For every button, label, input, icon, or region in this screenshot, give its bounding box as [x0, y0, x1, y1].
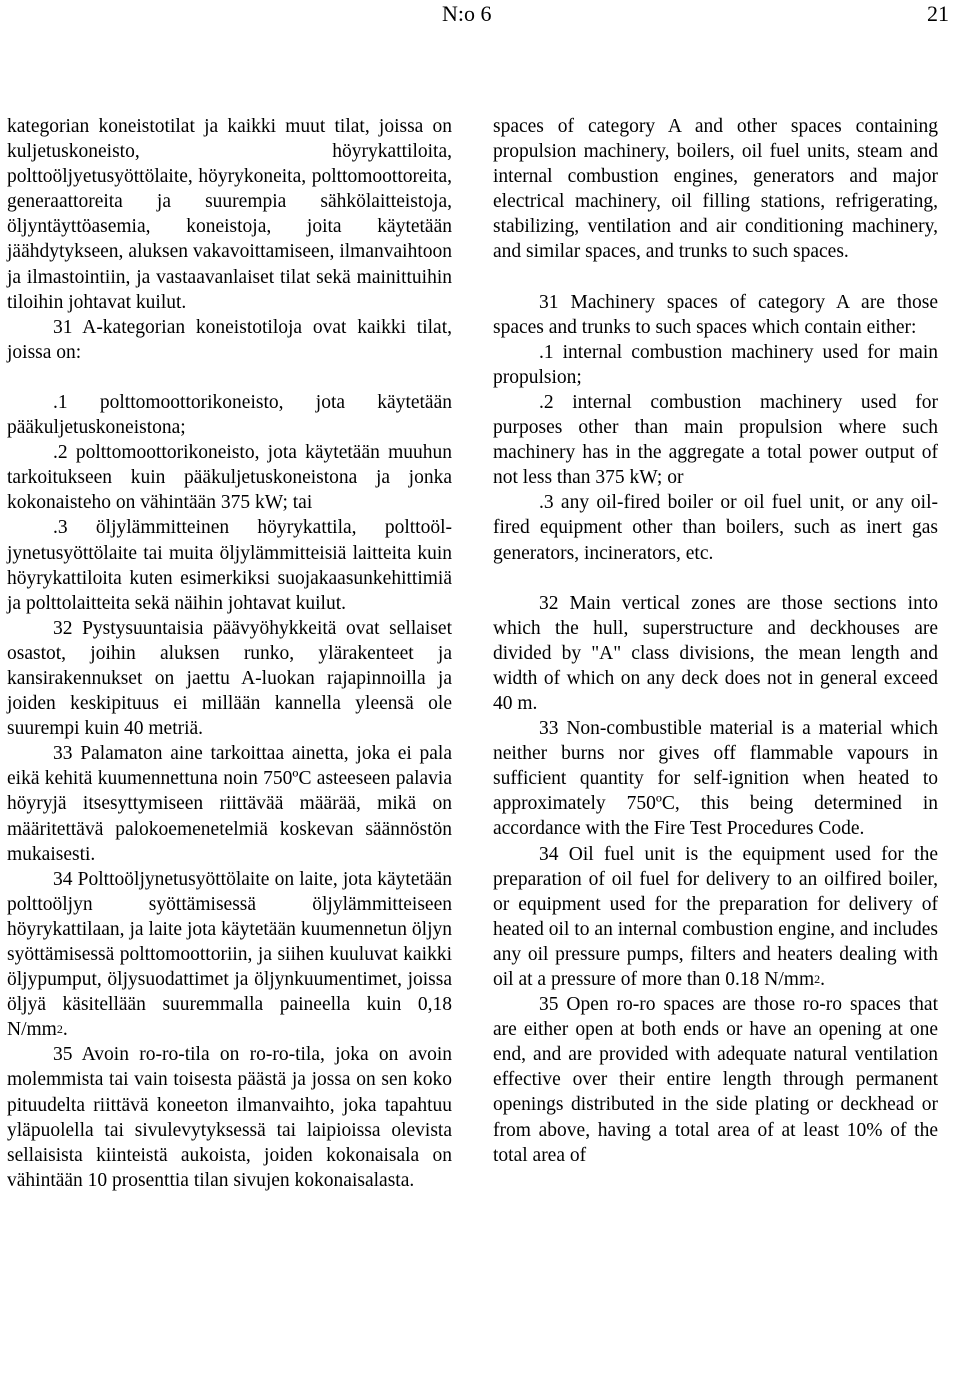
publication-number: N:o 6 — [442, 1, 492, 26]
finnish-item-31-1: .1 polttomoottorikoneisto, jota käytetään pääkuljetuskoneistona; — [7, 391, 452, 439]
finnish-unit-exponent: 2 — [56, 1022, 63, 1037]
finnish-paragraph-35: 35 Avoin ro-ro-tila on ro-ro-tila, joka on avoin molemmista tai vain toisesta päästä ja jossa on sen koko pituudelta riittävä koneeton ilmanvaihto, joka tapahtuu yläpuolella tai sivulevytyksessä tai laipioissa olevista sellaisista kiinteistä aukoista, joiden kokonaisala on vähintään 10 prosenttia tilan sivujen kokonaisalasta. — [7, 1044, 452, 1191]
english-intro-paragraph: spaces of category A and other spaces containing propulsion machinery, boilers, oil fuel units, steam and internal combustion engines, generators and major electrical machinery, oil filling stations, refrigerating, stabilizing, ventilation and air conditioning machinery, and similar spaces, and trunks to such spaces. — [493, 116, 938, 263]
page-number: 21 — [927, 1, 949, 26]
finnish-paragraph-34-text: 34 Polttoöljynetusyöttölaite on laite, jota käytetään polttoöljyn syöttämisessä öljylämmitteiseen höyrykattilaan, ja laite jota käytetään kuumennetun öljyn syöttämisessä polttomoottoriin, ja siihen kuuluvat kaikki öljypumput, öljysuodattimet ja öljynkuumentimet, joissa öljyä käsitellään suuremmalla paineella kuin 0,18 N/mm — [7, 868, 452, 1041]
english-item-31-3: .3 any oil-fired boiler or oil fuel unit, or any oil-fired equipment other than boilers, such as inert gas generators, incinerators, etc. — [493, 492, 938, 564]
finnish-paragraph-32: 32 Pystysuuntaisia päävyöhykkeitä ovat sellaiset osastot, joihin aluksen runko, ylärakenteet ja kansirakennukset on jaettu A-luokan rajapinnoilla ja joiden keskipituus ei millään kannella yleensä ole suurempi kuin 40 metriä. — [7, 617, 452, 740]
page-header — [0, 0, 960, 40]
english-item-31-1: .1 internal combustion machinery used for main propulsion; — [493, 341, 938, 388]
english-unit-exponent: 2 — [814, 972, 821, 986]
finnish-paragraph-34 — [7, 867, 452, 1043]
english-item-31-2: .2 internal combustion machinery used for purposes other than main propulsion where such machinery has in the aggregate a total power output of not less than 375 kW; or — [493, 391, 938, 489]
english-paragraph-34-text: 34 Oil fuel unit is the equipment used for the preparation of oil fuel for delivery to an oilfired boiler, or equipment used for the preparation for delivery of heated oil to an internal combustion engine, and includes any oil pressure pumps, filters and heaters dealing with oil at a pressure of more than 0.18 N/mm — [493, 843, 938, 990]
english-paragraph-31: 31 Machinery spaces of category A are those spaces and trunks to such spaces which contain either: — [493, 291, 938, 338]
finnish-intro-paragraph: kategorian koneistotilat ja kaikki muut tilat, joissa on kuljetuskoneisto, höyrykattiloita, polttoöljyetusyöttölaite, höyrykoneita, polttomoottoreita, generaattoreita ja suurempia sähkölaitteistoja, öljyntäyttöasemia, koneistoja, joita käytetään jäähdytykseen, aluksen vakavoittamiseen, ilmanvaihtoon ja ilmastointiin, ja vastaavanlaiset tilat sekä mainittuihin tiloihin johtavat kuilut. — [7, 116, 452, 313]
english-paragraph-32: 32 Main vertical zones are those sections into which the hull, superstructure and deckhouses are divided by "A" class divisions, the mean length and width of which on any deck does not in general exceed 40 m. — [493, 592, 938, 714]
finnish-paragraph-34-end: . — [62, 1019, 68, 1041]
english-paragraph-33: 33 Non-combustible material is a material which neither burns nor gives off flammable vapours in sufficient quantity for self-ignition when heated to approximately 750ºC, this being determined in accordance with the Fire Test Procedures Code. — [493, 718, 938, 840]
finnish-paragraph-33: 33 Palamaton aine tarkoittaa ainetta, joka ei pala eikä kehitä kuumennettuna noin 750ºC asteeseen palavia höyryjä itsesyttymiseen riittävää määrää, mikä on määritettävä palokoemenetelmiä koskevan säännöstön mukaisesti. — [7, 743, 452, 865]
english-paragraph-34 — [493, 842, 938, 993]
english-column — [493, 114, 938, 1168]
finnish-column — [7, 114, 452, 1193]
finnish-paragraph-31: 31 A-kategorian koneistotiloja ovat kaikki tilat, joissa on: — [7, 316, 452, 363]
english-paragraph-35: 35 Open ro-ro spaces are those ro-ro spaces that are either open at both ends or have an opening at one end, and are provided with adequate natural ventilation effective over their entire length through permanent openings distributed in the side plating or deckhead or from above, having a total area of at least 10% of the total area of — [493, 994, 938, 1166]
english-paragraph-34-end: . — [820, 969, 826, 990]
finnish-item-31-3: .3 öljylämmitteinen höyrykattila, polttoöljynetusyöttölaite tai muita öljylämmitteisiä laitteita kuin höyrykattiloita kuten esimerkiksi suojakaasunkehittimiä ja polttolaitteita sekä näihin johtavat kuilut. — [7, 517, 452, 614]
finnish-item-31-2: .2 polttomoottorikoneisto, jota käytetään muuhun tarkoitukseen kuin pääkuljetuskoneistona ja jonka kokonaisteho on vähintään 375 kW; tai — [7, 442, 452, 514]
